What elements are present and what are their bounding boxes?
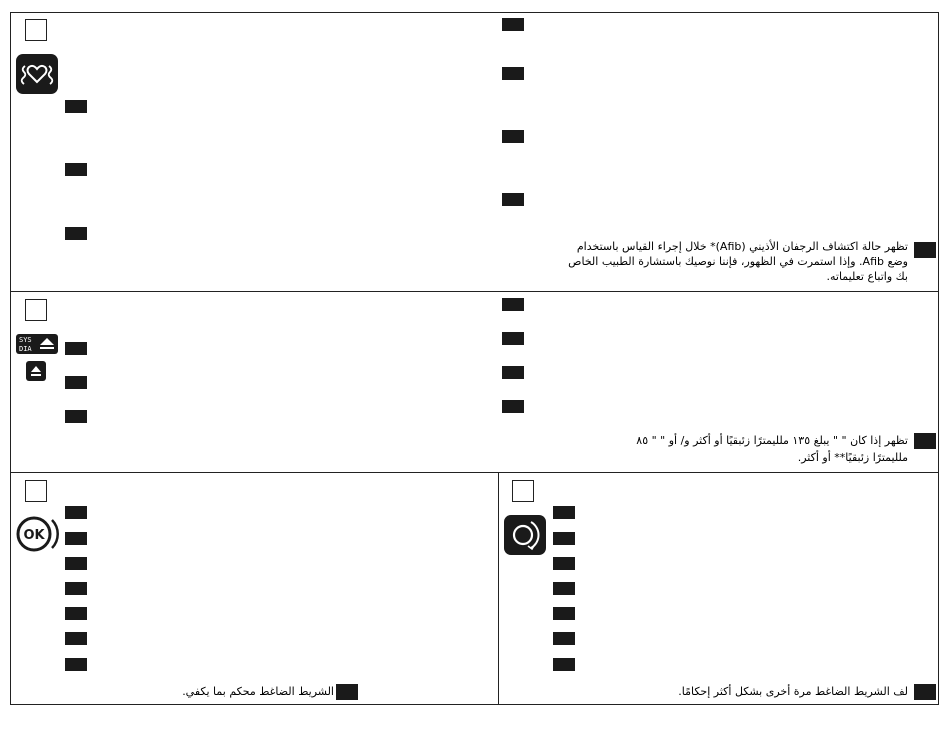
placeholder-block bbox=[65, 100, 87, 113]
placeholder-block bbox=[914, 684, 936, 700]
triangle-indicator-icon bbox=[26, 361, 46, 381]
placeholder-block bbox=[553, 506, 575, 519]
afib-text-line-2: وضع Afib. وإذا استمرت في الظهور، فإننا نوصيك باستشارة الطبيب الخاص bbox=[568, 255, 908, 268]
placeholder-block bbox=[502, 130, 524, 143]
afib-checkbox[interactable] bbox=[25, 19, 47, 41]
placeholder-block bbox=[65, 532, 87, 545]
placeholder-block bbox=[502, 332, 524, 345]
hypertension-text-line-1: تظهر إذا كان " " يبلغ ١٣٥ ملليمترًا زئبقيًا أو أكثر و/ أو " " ٨٥ bbox=[636, 434, 908, 447]
placeholder-block bbox=[553, 532, 575, 545]
placeholder-block bbox=[914, 242, 936, 258]
placeholder-block bbox=[65, 163, 87, 176]
placeholder-block bbox=[65, 658, 87, 671]
hypertension-text-line-2: ملليمترًا زئبقيًا** أو أكثر. bbox=[797, 451, 908, 464]
hypertension-checkbox[interactable] bbox=[25, 299, 47, 321]
placeholder-block bbox=[65, 506, 87, 519]
placeholder-block bbox=[65, 376, 87, 389]
placeholder-block bbox=[65, 342, 87, 355]
cuff-loose-text: لف الشريط الضاغط مرة أخرى بشكل أكثر إحكامًا. bbox=[678, 685, 908, 698]
placeholder-block bbox=[553, 557, 575, 570]
afib-text-line-3: بك واتباع تعليماته. bbox=[826, 270, 908, 283]
placeholder-block bbox=[553, 607, 575, 620]
placeholder-block bbox=[502, 298, 524, 311]
afib-text-line-1: تظهر حالة اكتشاف الرجفان الأذيني (Afib)* خلال إجراء القياس باستخدام bbox=[576, 240, 908, 253]
placeholder-block bbox=[336, 684, 358, 700]
ok-label: OK bbox=[23, 528, 45, 543]
placeholder-block bbox=[65, 557, 87, 570]
placeholder-block bbox=[502, 18, 524, 31]
placeholder-block bbox=[914, 433, 936, 449]
sys-dia-indicator-icon bbox=[16, 334, 58, 354]
heart-wave-icon bbox=[16, 54, 58, 94]
placeholder-block bbox=[502, 366, 524, 379]
placeholder-block bbox=[553, 658, 575, 671]
cuff-ok-icon bbox=[14, 512, 60, 556]
placeholder-block bbox=[502, 400, 524, 413]
placeholder-block bbox=[553, 632, 575, 645]
placeholder-block bbox=[553, 582, 575, 595]
placeholder-block bbox=[65, 582, 87, 595]
dia-label: DIA bbox=[19, 345, 32, 353]
cuff-rewrap-icon bbox=[504, 515, 546, 555]
placeholder-block bbox=[65, 410, 87, 423]
placeholder-block bbox=[65, 227, 87, 240]
placeholder-block bbox=[65, 632, 87, 645]
cuff-ok-checkbox[interactable] bbox=[25, 480, 47, 502]
cuff-ok-text: الشريط الضاغط محكم بما يكفي. bbox=[182, 685, 334, 698]
placeholder-block bbox=[502, 193, 524, 206]
placeholder-block bbox=[65, 607, 87, 620]
placeholder-block bbox=[502, 67, 524, 80]
cuff-loose-checkbox[interactable] bbox=[512, 480, 534, 502]
sys-label: SYS bbox=[19, 336, 32, 344]
